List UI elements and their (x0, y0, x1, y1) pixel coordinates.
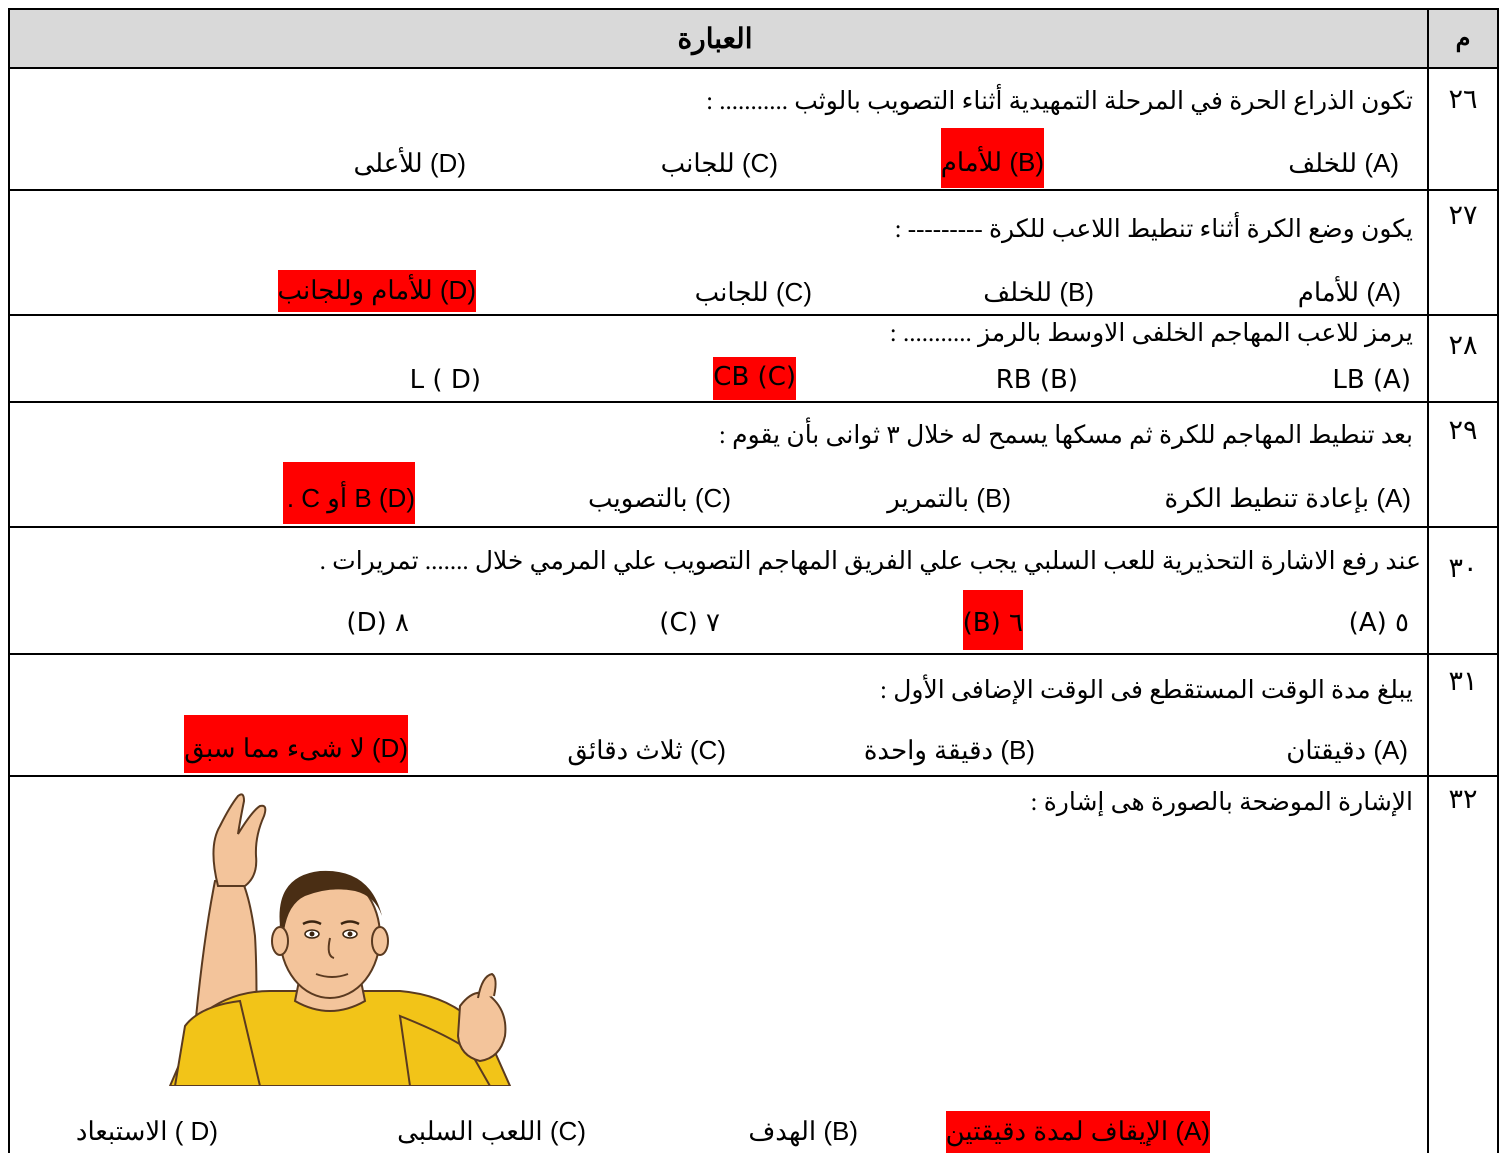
option-b: (B) دقيقة واحدة (863, 735, 1035, 765)
option-c: (C) للجانب (660, 148, 778, 178)
question-number: ٢٧ (1448, 200, 1478, 231)
option-b-correct: (B) للأمام (941, 128, 1044, 188)
option-a: ٥ (A) (1348, 608, 1409, 638)
table-border-right (1497, 8, 1499, 1153)
row-divider (8, 314, 1499, 316)
option-d-correct: (D) B أو C . (283, 462, 415, 524)
option-b: (B) الهدف (748, 1116, 858, 1146)
question-text: يرمز للاعب المهاجم الخلفى الاوسط بالرمز ........... : (889, 320, 1413, 347)
question-text: تكون الذراع الحرة في المرحلة التمهيدية أثناء التصويب بالوثب ........... : (706, 88, 1413, 115)
option-a: LB (A) (1332, 365, 1411, 395)
question-number: ٢٨ (1448, 330, 1478, 361)
option-c: (C) اللعب السلبى (397, 1116, 586, 1146)
row-divider (8, 526, 1499, 528)
row-divider (8, 67, 1499, 69)
question-text: عند رفع الاشارة التحذيرية للعب السلبي يجب علي الفريق المهاجم التصويب علي المرمي خلال ....... تمريرات . (319, 548, 1421, 575)
row-divider (8, 401, 1499, 403)
number-column-header: م (1455, 25, 1471, 52)
option-a: (A) للخلف (1288, 148, 1399, 178)
table-border-left (8, 8, 10, 1153)
option-d-correct: (D) للأمام وللجانب (278, 270, 477, 312)
option-c: ٧ (C) (659, 608, 720, 638)
option-d: (D ) الاستبعاد (75, 1116, 218, 1146)
option-b: (B) بالتمرير (887, 483, 1011, 513)
question-number: ٣٢ (1448, 784, 1478, 815)
option-c: (C) للجانب (694, 277, 812, 307)
question-number: ٣١ (1448, 666, 1478, 697)
option-d: L ( D) (409, 365, 481, 395)
option-b-correct: ٦ (B) (963, 590, 1023, 650)
option-d-correct: (D) لا شىء مما سبق (184, 715, 408, 773)
option-a: (A) دقيقتان (1286, 735, 1408, 765)
column-divider (1427, 8, 1429, 1153)
option-a: (A) بإعادة تنطيط الكرة (1164, 483, 1411, 513)
option-d: (D) للأعلى (353, 148, 466, 178)
question-text: الإشارة الموضحة بالصورة هى إشارة : (1030, 789, 1413, 816)
row-divider (8, 775, 1499, 777)
option-c: (C) ثلاث دقائق (567, 735, 726, 765)
question-text: يكون وضع الكرة أثناء تنطيط اللاعب للكرة --------- : (894, 216, 1413, 243)
row-divider (8, 189, 1499, 191)
question-number: ٣٠ (1448, 553, 1478, 584)
option-c-correct: CB (C) (713, 357, 796, 400)
option-d: ٨ (D) (346, 608, 409, 638)
question-text: بعد تنطيط المهاجم للكرة ثم مسكها يسمح له خلال ٣ ثوانى بأن يقوم : (718, 422, 1413, 449)
option-a-correct: (A) الإيقاف لمدة دقيقتين (946, 1111, 1210, 1153)
option-c: (C) بالتصويب (587, 483, 731, 513)
question-text: يبلغ مدة الوقت المستقطع فى الوقت الإضافى الأول : (880, 677, 1413, 704)
statement-column-header: العبارة (677, 23, 753, 54)
question-number: ٢٦ (1448, 84, 1478, 115)
option-b: RB (B) (995, 365, 1078, 395)
table-border-top (8, 8, 1499, 10)
option-a: (A) للأمام (1297, 277, 1401, 307)
question-number: ٢٩ (1448, 415, 1478, 446)
option-b: (B) للخلف (983, 277, 1094, 307)
row-divider (8, 653, 1499, 655)
referee-signal-figure (160, 786, 520, 1086)
